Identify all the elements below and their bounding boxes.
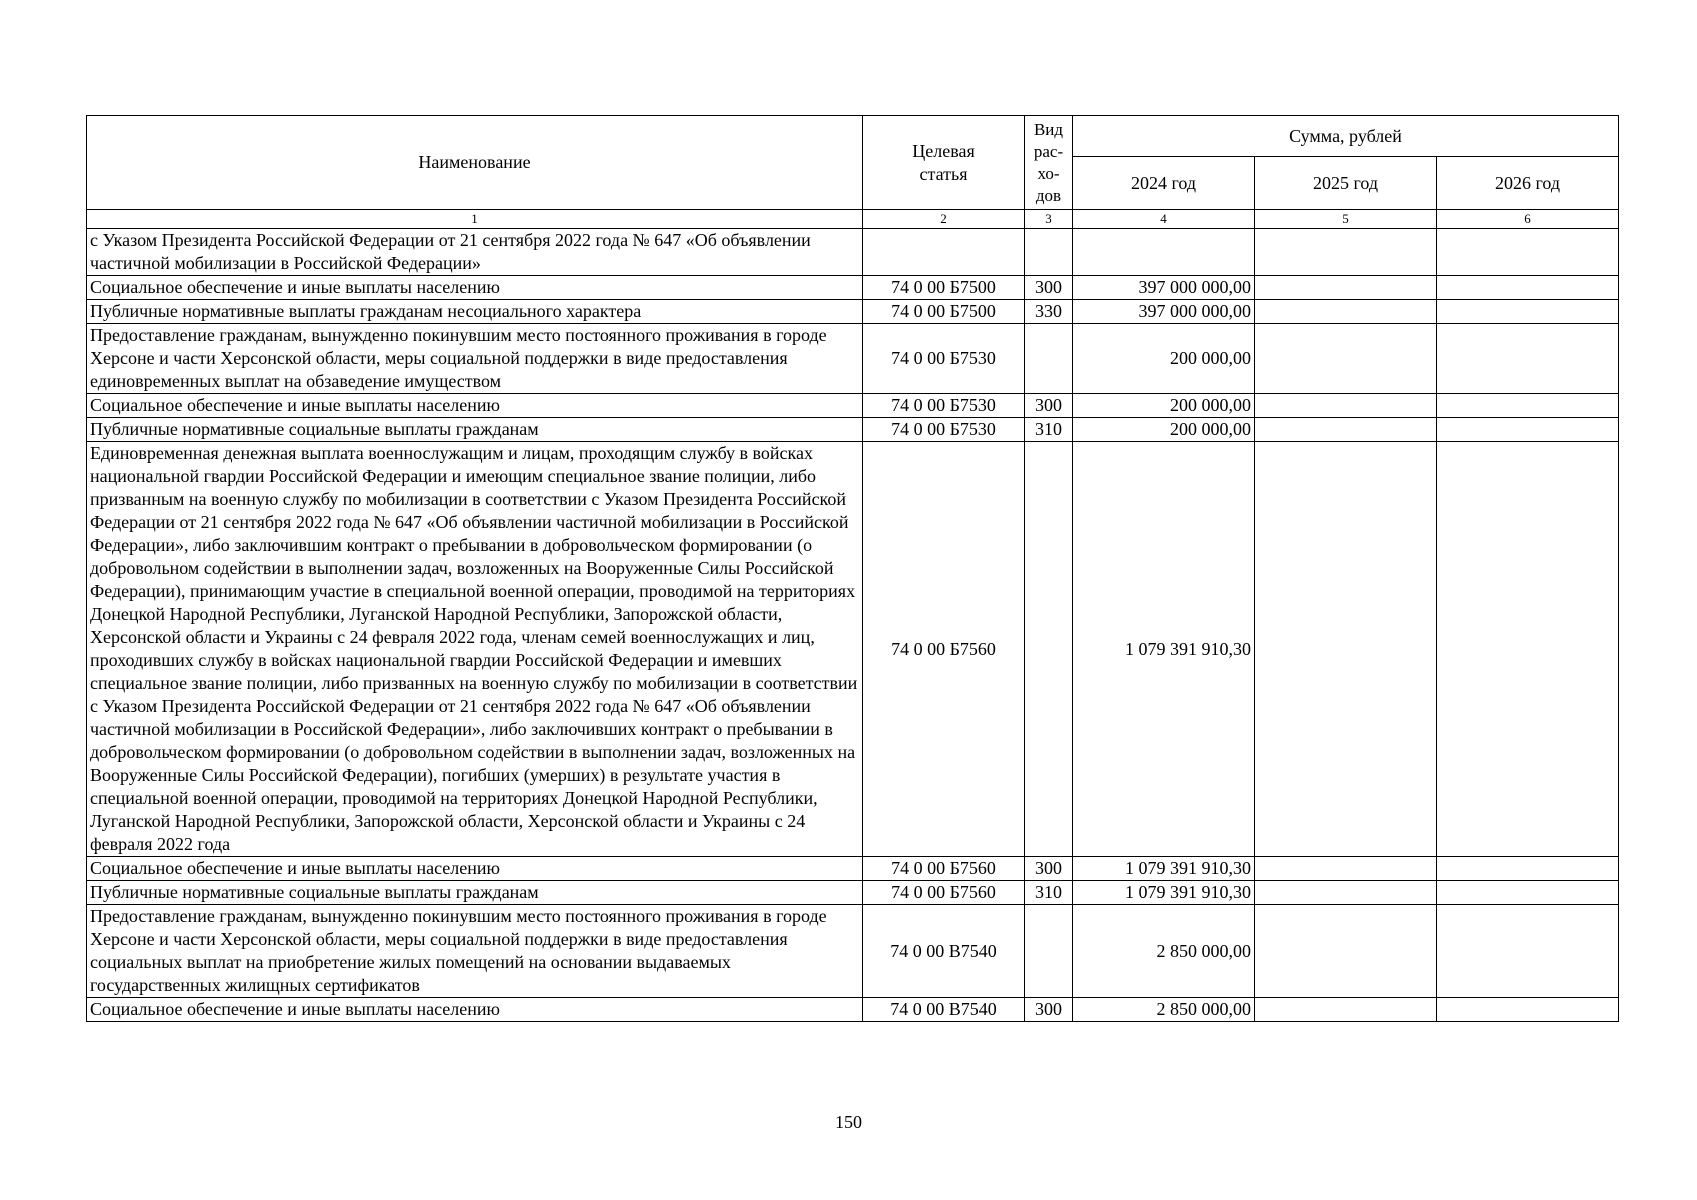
row-sum-2026	[1437, 418, 1619, 442]
table-row	[87, 857, 1619, 881]
header-sum: Сумма, рублей	[1073, 116, 1619, 157]
table-row	[87, 300, 1619, 324]
row-sum-2026	[1437, 300, 1619, 324]
row-target-article: 74 0 00 Б7530	[863, 418, 1025, 442]
column-number: 4	[1073, 210, 1255, 229]
row-sum-2025	[1255, 300, 1437, 324]
row-sum-2025	[1255, 229, 1437, 276]
row-expense-kind	[1025, 442, 1073, 857]
row-sum-2026	[1437, 857, 1619, 881]
row-sum-2026	[1437, 229, 1619, 276]
row-target-article: 74 0 00 Б7530	[863, 394, 1025, 418]
header-target-article: Целевая статья	[863, 116, 1025, 210]
column-number-row	[87, 210, 1619, 229]
row-sum-2024: 397 000 000,00	[1073, 300, 1255, 324]
row-target-article: 74 0 00 Б7500	[863, 300, 1025, 324]
table-header	[87, 116, 1619, 229]
table-row	[87, 881, 1619, 905]
header-year-2024: 2024 год	[1073, 157, 1255, 210]
table-row	[87, 324, 1619, 394]
row-sum-2024: 200 000,00	[1073, 418, 1255, 442]
row-sum-2024: 1 079 391 910,30	[1073, 442, 1255, 857]
row-name: Единовременная денежная выплата военнослужащим и лицам, проходящим службу в войсках национальной гвардии Российской Федерации и имеющим специальное звание полиции, либо призванным на военную службу по мобилизации в соответствии с Указом Президента Российской Федерации от 21 сентября 2022 года № 647 «Об объявлении частичной мобилизации в Российской Федерации», либо заключившим контракт о пребывании в добровольческом формировании (о добровольном содействии в выполнении задач, возложенных на Вооруженные Силы Российской Федерации), принимающим участие в специальной военной операции, проводимой на территориях Донецкой Народной Республики, Луганской Народной Республики, Запорожской области, Херсонской области и Украины с 24 февраля 2022 года, членам семей военнослужащих и лиц, проходивших службу в войсках национальной гвардии Российской Федерации и имевших специальное звание полиции, либо призванных на военную службу по мобилизации в соответствии с Указом Президента Российской Федерации от 21 сентября 2022 года № 647 «Об объявлении частичной мобилизации в Российской Федерации», либо заключивших контракт о пребывании в добровольческом формировании (о добровольном содействии в выполнении задач, возложенных на Вооруженные Силы Российской Федерации), погибших (умерших) в результате участия в специальной военной операции, проводимой на территориях Донецкой Народной Республики, Луганской Народной Республики, Запорожской области, Херсонской области и Украины с 24 февраля 2022 года	[87, 442, 863, 857]
column-number: 1	[87, 210, 863, 229]
row-name: Публичные нормативные выплаты гражданам несоциального характера	[87, 300, 863, 324]
row-expense-kind: 310	[1025, 418, 1073, 442]
row-expense-kind: 300	[1025, 998, 1073, 1022]
header-name: Наименование	[87, 116, 863, 210]
row-sum-2026	[1437, 905, 1619, 998]
row-sum-2024: 2 850 000,00	[1073, 998, 1255, 1022]
row-name: Предоставление гражданам, вынужденно покинувшим место постоянного проживания в городе Херсоне и части Херсонской области, меры социальной поддержки в виде предоставления социальных выплат на приобретение жилых помещений на основании выдаваемых государственных жилищных сертификатов	[87, 905, 863, 998]
row-sum-2025	[1255, 442, 1437, 857]
row-expense-kind: 300	[1025, 857, 1073, 881]
budget-table	[86, 115, 1619, 1022]
table-row	[87, 442, 1619, 857]
row-sum-2024: 2 850 000,00	[1073, 905, 1255, 998]
row-name: Предоставление гражданам, вынужденно покинувшим место постоянного проживания в городе Херсоне и части Херсонской области, меры социальной поддержки в виде предоставления единовременных выплат на обзаведение имуществом	[87, 324, 863, 394]
row-name: Социальное обеспечение и иные выплаты населению	[87, 998, 863, 1022]
row-sum-2026	[1437, 276, 1619, 300]
row-expense-kind	[1025, 324, 1073, 394]
row-sum-2026	[1437, 881, 1619, 905]
row-target-article: 74 0 00 Б7560	[863, 881, 1025, 905]
row-sum-2025	[1255, 324, 1437, 394]
row-target-article: 74 0 00 В7540	[863, 998, 1025, 1022]
row-target-article	[863, 229, 1025, 276]
row-target-article: 74 0 00 Б7530	[863, 324, 1025, 394]
row-name: Публичные нормативные социальные выплаты гражданам	[87, 881, 863, 905]
row-sum-2024: 200 000,00	[1073, 324, 1255, 394]
row-name: Социальное обеспечение и иные выплаты населению	[87, 276, 863, 300]
table-body	[87, 229, 1619, 1022]
row-sum-2026	[1437, 394, 1619, 418]
row-sum-2026	[1437, 324, 1619, 394]
page-number: 150	[835, 1112, 862, 1132]
row-expense-kind: 310	[1025, 881, 1073, 905]
table-row	[87, 418, 1619, 442]
column-number: 3	[1025, 210, 1073, 229]
table-row	[87, 998, 1619, 1022]
row-sum-2026	[1437, 998, 1619, 1022]
column-number: 6	[1437, 210, 1619, 229]
row-expense-kind: 300	[1025, 276, 1073, 300]
row-sum-2025	[1255, 881, 1437, 905]
row-target-article: 74 0 00 Б7500	[863, 276, 1025, 300]
row-sum-2024: 1 079 391 910,30	[1073, 857, 1255, 881]
header-year-2026: 2026 год	[1437, 157, 1619, 210]
header-year-2025: 2025 год	[1255, 157, 1437, 210]
table-row	[87, 229, 1619, 276]
row-name: Публичные нормативные социальные выплаты гражданам	[87, 418, 863, 442]
row-sum-2024	[1073, 229, 1255, 276]
row-target-article: 74 0 00 Б7560	[863, 442, 1025, 857]
row-expense-kind: 300	[1025, 394, 1073, 418]
row-expense-kind: 330	[1025, 300, 1073, 324]
row-expense-kind	[1025, 905, 1073, 998]
row-sum-2024: 1 079 391 910,30	[1073, 881, 1255, 905]
header-expense-kind: Вид рас-хо-дов	[1025, 116, 1073, 210]
row-sum-2025	[1255, 998, 1437, 1022]
row-sum-2025	[1255, 418, 1437, 442]
row-sum-2024: 397 000 000,00	[1073, 276, 1255, 300]
row-target-article: 74 0 00 В7540	[863, 905, 1025, 998]
column-number: 5	[1255, 210, 1437, 229]
row-sum-2025	[1255, 276, 1437, 300]
row-sum-2025	[1255, 394, 1437, 418]
row-name: Социальное обеспечение и иные выплаты населению	[87, 394, 863, 418]
table-row	[87, 394, 1619, 418]
table-row	[87, 905, 1619, 998]
row-target-article: 74 0 00 Б7560	[863, 857, 1025, 881]
row-expense-kind	[1025, 229, 1073, 276]
row-sum-2026	[1437, 442, 1619, 857]
row-name: Социальное обеспечение и иные выплаты населению	[87, 857, 863, 881]
row-name: с Указом Президента Российской Федерации от 21 сентября 2022 года № 647 «Об объявлении частичной мобилизации в Российской Федерации»	[87, 229, 863, 276]
row-sum-2025	[1255, 905, 1437, 998]
table-row	[87, 276, 1619, 300]
row-sum-2025	[1255, 857, 1437, 881]
row-sum-2024: 200 000,00	[1073, 394, 1255, 418]
column-number: 2	[863, 210, 1025, 229]
